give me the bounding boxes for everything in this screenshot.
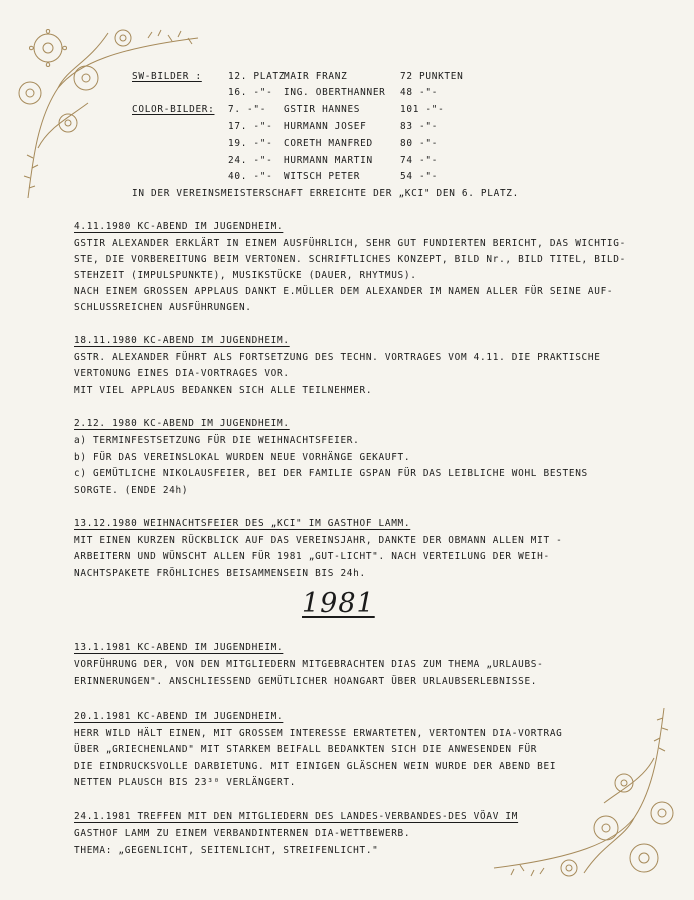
entry-line: MIT VIEL APPLAUS BEDANKEN SICH ALLE TEILNEHMER. xyxy=(74,385,373,396)
color-bilder-label: COLOR-BILDER: xyxy=(132,104,215,115)
entry-heading: 24.1.1981 TREFFEN MIT DEN MITGLIEDERN DES LANDES-VERBANDES-DES VÖAV IM xyxy=(74,811,519,822)
entry-heading: 20.1.1981 KC-ABEND IM JUGENDHEIM. xyxy=(74,711,284,722)
entry-line: GSTIR ALEXANDER ERKLÄRT IN EINEM AUSFÜHRLICH, SEHR GUT FUNDIERTEN BERICHT, DAS WICHTIG- xyxy=(74,238,626,249)
entry-line: GASTHOF LAMM ZU EINEM VERBANDINTERNEN DIA-WETTBEWERB. xyxy=(74,828,411,839)
entry-line: STEHZEIT (IMPULSPUNKTE), MUSIKSTÜCKE (DAUER, RHYTMUS). xyxy=(74,270,417,281)
entry-line: c) GEMÜTLICHE NIKOLAUSFEIER, BEI DER FAMILIE GSPAN FÜR DAS LEIBLICHE WOHL BESTENS xyxy=(74,468,588,479)
entry-line: STE, DIE VORBEREITUNG BEIM VERTONEN. SCHRIFTLICHES KONZEPT, BILD Nr., BILD TITEL, BILD- xyxy=(74,254,626,265)
entry-line: DIE EINDRUCKSVOLLE DARBIETUNG. MIT EINIGEN GLÄSCHEN WEIN WURDE DER ABEND BEI xyxy=(74,761,557,772)
entry-line: ÜBER „GRIECHENLAND" MIT STARKEM BEIFALL BEDANKTEN SICH DIE ANWESENDEN FÜR xyxy=(74,744,538,755)
entry-line: SORGTE. (ENDE 24h) xyxy=(74,485,189,496)
entry-heading: 2.12. 1980 KC-ABEND IM JUGENDHEIM. xyxy=(74,418,290,429)
sw-bilder-label: SW-BILDER : xyxy=(132,71,202,82)
entry-line: b) FÜR DAS VEREINSLOKAL WURDEN NEUE VORHÄNGE GEKAUFT. xyxy=(74,452,411,463)
entry-line: NACHTSPAKETE FRÖHLICHES BEISAMMENSEIN BIS 24h. xyxy=(74,568,366,579)
entry-line: GSTR. ALEXANDER FÜHRT ALS FORTSETZUNG DES TECHN. VORTRAGES VOM 4.11. DIE PRAKTISCHE xyxy=(74,352,601,363)
entry-line: MIT EINEN KURZEN RÜCKBLICK AUF DAS VEREINSJAHR, DANKTE DER OBMANN ALLEN MIT - xyxy=(74,535,563,546)
entry-line: NETTEN PLAUSCH BIS 23³⁰ VERLÄNGERT. xyxy=(74,777,297,788)
results-summary: IN DER VEREINSMEISTERSCHAFT ERREICHTE DER „KCI" DEN 6. PLATZ. xyxy=(132,188,519,199)
entry-line: NACH EINEM GROSSEN APPLAUS DANKT E.MÜLLER DEM ALEXANDER IM NAMEN ALLER FÜR SEINE AUF- xyxy=(74,286,614,297)
year-heading: 1981 xyxy=(302,588,375,619)
entry-line: THEMA: „GEGENLICHT, SEITENLICHT, STREIFENLICHT." xyxy=(74,845,379,856)
entry-line: ERINNERUNGEN". ANSCHLIESSEND GEMÜTLICHER HOANGART ÜBER URLAUBSERLEBNISSE. xyxy=(74,676,538,687)
document-page: SW-BILDER : COLOR-BILDER: 12. PLATZ MAIR FRANZ 72 PUNKTEN 16. -"- ING. OBERTHANNER 48 -"- 7. -"- GSTIR HANNES 101 -"- 17. -"- HURMANN JOSEF 83 -"- 19. -"- CORETH MANFRED 80 -"- 24. -"- HURMANN MARTIN 74 -"- 40. -"- WITSCH PETER 54 -"- IN DER VEREINSMEISTERSCHAFT ERREICHTE DER „KCI" DEN 6. PLATZ. 4.11.1980 KC-ABEND IM JUGENDHEIM. GSTIR ALEXANDER ERKLÄRT IN EINEM AUSFÜHRLICH, SEHR GUT FUNDIERTEN BERICHT, DAS WICHTIG- STE, DIE VORBEREITUNG BEIM VERTONEN. SCHRIFTLICHES KONZEPT, BILD Nr., BILD TITEL, BILD- STEHZEIT (IMPULSPUNKTE), MUSIKSTÜCKE (DAUER, RHYTMUS). NACH EINEM GROSSEN APPLAUS DANKT E.MÜLLER DEM ALEXANDER IM NAMEN ALLER FÜR SEINE AUF- SCHLUSSREICHEN AUSFÜHRUNGEN. 18.11.1980 KC-ABEND IM JUGENDHEIM. GSTR. ALEXANDER FÜHRT ALS FORTSETZUNG DES TECHN. VORTRAGES VOM 4.11. DIE PRAKTISCHE VERTONUNG EINES DIA-VORTRAGES VOR. MIT VIEL APPLAUS BEDANKEN SICH ALLE TEILNEHMER. 2.12. 1980 KC-ABEND IM JUGENDHEIM. a) TERMINFESTSETZUNG FÜR DIE WEIHNACHTSFEIER. b) FÜR DAS VEREINSLOKAL WURDEN NEUE VORHÄNGE GEKAUFT. c) GEMÜTLICHE NIKOLAUSFEIER, BEI DER FAMILIE GSPAN FÜR DAS LEIBLICHE WOHL BESTENS SORGTE. (ENDE 24h) 13.12.1980 WEIHNACHTSFEIER DES „KCI" IM GASTHOF LAMM. MIT EINEN KURZEN RÜCKBLICK AUF DAS VEREINSJAHR, DANKTE DER OBMANN ALLEN MIT - ARBEITERN UND WÜNSCHT ALLEN FÜR 1981 „GUT-LICHT". NACH VERTEILUNG DER WEIH- NACHTSPAKETE FRÖHLICHES BEISAMMENSEIN BIS 24h. 1981 13.1.1981 KC-ABEND IM JUGENDHEIM. VORFÜHRUNG DER, VON DEN MITGLIEDERN MITGEBRACHTEN DIAS ZUM THEMA „URLAUBS- ERINNERUNGEN". ANSCHLIESSEND GEMÜTLICHER HOANGART ÜBER URLAUBSERLEBNISSE. 20.1.1981 KC-ABEND IM JUGENDHEIM. HERR WILD HÄLT EINEN, MIT GROSSEM INTERESSE ERWARTETEN, VERTONTEN DIA-VORTRAG ÜBER „GRIECHENLAND" MIT STARKEM BEIFALL BEDANKTEN SICH DIE ANWESENDEN FÜR DIE EINDRUCKSVOLLE DARBIETUNG. MIT EINIGEN GLÄSCHEN WEIN WURDE DER ABEND BEI NETTEN PLAUSCH BIS 23³⁰ VERLÄNGERT. 24.1.1981 TREFFEN MIT DEN MITGLIEDERN DES LANDES-VERBANDES-DES VÖAV IM GASTHOF LAMM ZU EINEM VERBANDINTERNEN DIA-WETTBEWERB. THEMA: „GEGENLICHT, SEITENLICHT, STREIFENLICHT." xyxy=(0,0,694,900)
entry-line: SCHLUSSREICHEN AUSFÜHRUNGEN. xyxy=(74,302,252,313)
entry-line: a) TERMINFESTSETZUNG FÜR DIE WEIHNACHTSFEIER. xyxy=(74,435,360,446)
entry-heading: 13.12.1980 WEIHNACHTSFEIER DES „KCI" IM GASTHOF LAMM. xyxy=(74,518,411,529)
entry-heading: 4.11.1980 KC-ABEND IM JUGENDHEIM. xyxy=(74,221,284,232)
entry-heading: 18.11.1980 KC-ABEND IM JUGENDHEIM. xyxy=(74,335,290,346)
entry-line: HERR WILD HÄLT EINEN, MIT GROSSEM INTERESSE ERWARTETEN, VERTONTEN DIA-VORTRAG xyxy=(74,728,563,739)
entry-heading: 13.1.1981 KC-ABEND IM JUGENDHEIM. xyxy=(74,642,284,653)
entry-line: VERTONUNG EINES DIA-VORTRAGES VOR. xyxy=(74,368,290,379)
entry-line: VORFÜHRUNG DER, VON DEN MITGLIEDERN MITGEBRACHTEN DIAS ZUM THEMA „URLAUBS- xyxy=(74,659,544,670)
entry-line: ARBEITERN UND WÜNSCHT ALLEN FÜR 1981 „GUT-LICHT". NACH VERTEILUNG DER WEIH- xyxy=(74,551,550,562)
